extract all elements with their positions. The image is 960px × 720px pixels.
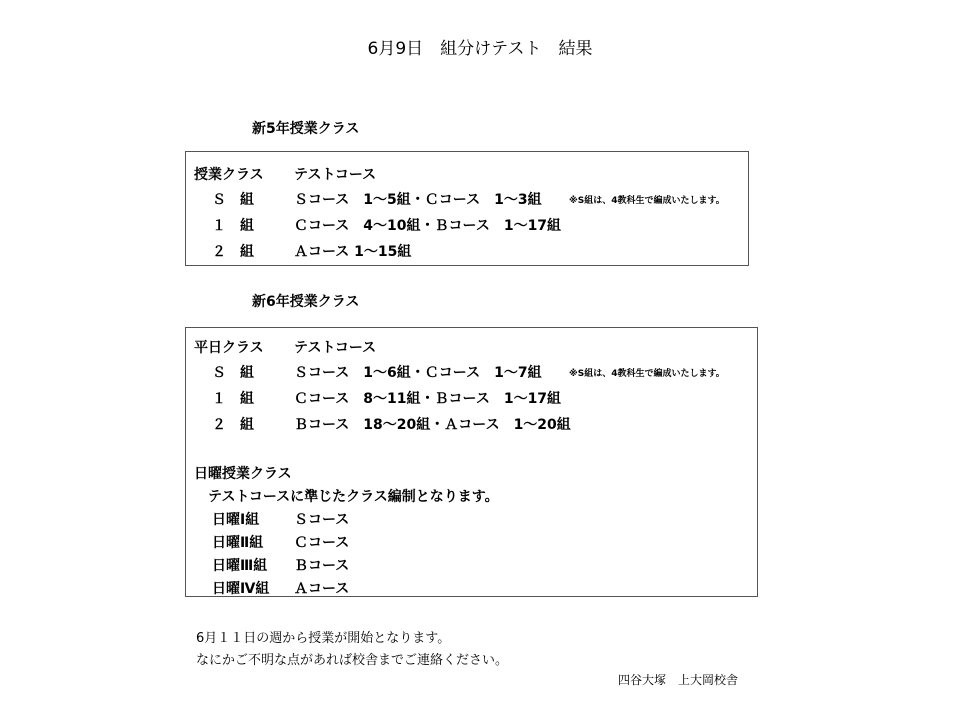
sunday-row-1 bbox=[194, 509, 754, 533]
class-name: Ｓ 組 bbox=[212, 192, 254, 208]
grade6-row-2 bbox=[194, 414, 754, 438]
sunday-class-description: テストコースに準じたクラス編制となります。 bbox=[208, 489, 499, 505]
school-signature: 四谷大塚 上大岡校舎 bbox=[618, 673, 739, 687]
grade5-class-table bbox=[185, 151, 749, 266]
s-class-note: ※S組は、4教科生で編成いたします。 bbox=[569, 369, 725, 379]
grade6-row-1 bbox=[194, 388, 754, 412]
grade6-header-row bbox=[194, 337, 754, 361]
course-assignment: Ｓコース 1～6組・Ｃコース 1～7組 bbox=[294, 365, 542, 381]
class-name: 日曜Ⅰ組 bbox=[212, 512, 260, 528]
grade5-heading: 新5年授業クラス bbox=[252, 121, 360, 137]
class-name: 日曜Ⅱ組 bbox=[212, 535, 264, 551]
class-name: Ｓ 組 bbox=[212, 365, 254, 381]
grade6-class-table bbox=[185, 327, 758, 597]
course-assignment: Ａコース 1～15組 bbox=[294, 244, 412, 260]
course-column-header: テストコース bbox=[294, 340, 377, 356]
class-name: ２ 組 bbox=[212, 244, 254, 260]
class-name: １ 組 bbox=[212, 218, 254, 234]
contact-notice: なにかご不明な点があれば校舎までご連絡ください。 bbox=[196, 653, 509, 668]
sunday-class-description-row bbox=[194, 486, 754, 510]
grade5-header-row bbox=[194, 164, 744, 188]
class-column-header: 授業クラス bbox=[194, 167, 264, 183]
course-assignment: Ｃコース bbox=[294, 535, 350, 551]
course-column-header: テストコース bbox=[294, 167, 377, 183]
class-name: 日曜Ⅳ組 bbox=[212, 581, 270, 597]
grade5-row-1 bbox=[194, 215, 744, 239]
grade5-row-s bbox=[194, 189, 744, 213]
course-assignment: Ｂコース 18～20組・Ａコース 1～20組 bbox=[294, 417, 571, 433]
grade6-heading: 新6年授業クラス bbox=[252, 294, 360, 310]
sunday-class-heading-row bbox=[194, 463, 754, 487]
start-date-notice: 6月１１日の週から授業が開始となります。 bbox=[196, 631, 451, 646]
sunday-row-3 bbox=[194, 555, 754, 579]
course-assignment: Ｓコース bbox=[294, 512, 350, 528]
course-assignment: Ａコース bbox=[294, 581, 350, 597]
page-title: 6月9日 組分けテスト 結果 bbox=[367, 39, 593, 59]
class-name: １ 組 bbox=[212, 391, 254, 407]
course-assignment: Ｓコース 1～5組・Ｃコース 1～3組 bbox=[294, 192, 542, 208]
course-assignment: Ｃコース 4～10組・Ｂコース 1～17組 bbox=[294, 218, 562, 234]
class-name: 日曜Ⅲ組 bbox=[212, 558, 268, 574]
grade5-row-2 bbox=[194, 241, 744, 265]
grade6-row-s bbox=[194, 362, 754, 386]
course-assignment: Ｃコース 8～11組・Ｂコース 1～17組 bbox=[294, 391, 562, 407]
class-column-header: 平日クラス bbox=[194, 340, 264, 356]
class-name: ２ 組 bbox=[212, 417, 254, 433]
sunday-row-4 bbox=[194, 578, 754, 602]
sunday-class-heading: 日曜授業クラス bbox=[194, 466, 292, 482]
course-assignment: Ｂコース bbox=[294, 558, 350, 574]
s-class-note: ※S組は、4教科生で編成いたします。 bbox=[569, 196, 725, 206]
sunday-row-2 bbox=[194, 532, 754, 556]
